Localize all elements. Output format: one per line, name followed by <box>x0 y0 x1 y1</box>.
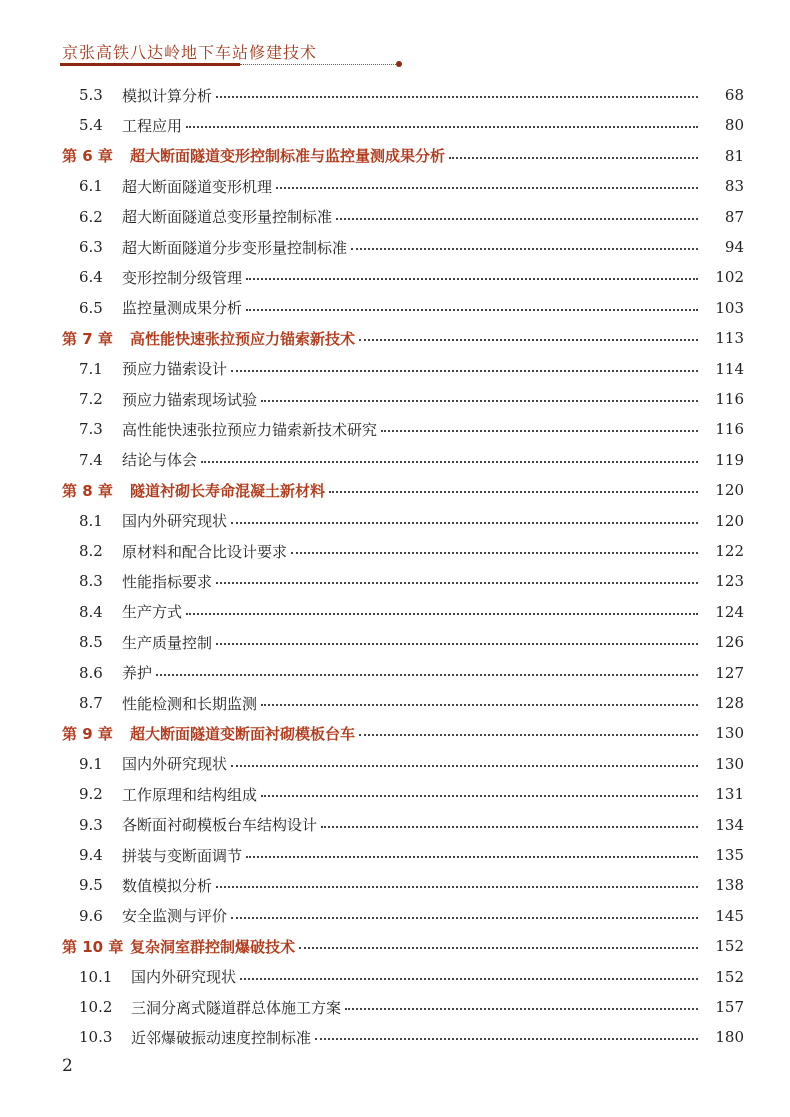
toc-entry-number: 7.2 <box>79 390 103 408</box>
toc-page-number: 120 <box>715 511 744 530</box>
toc-section-row <box>0 536 790 566</box>
toc-entry-number: 6.2 <box>79 207 103 226</box>
toc-entry-number: 10.2 <box>79 998 113 1016</box>
toc-entry-title: 拼装与变断面调节 <box>122 846 243 865</box>
toc-entry-title: 原材料和配合比设计要求 <box>122 542 288 561</box>
toc-page-number: 145 <box>715 906 744 925</box>
toc-dot-leader <box>231 765 698 767</box>
toc-dot-leader <box>231 917 698 919</box>
toc-dot-leader <box>231 370 698 372</box>
toc-entry-title: 超大断面隧道总变形量控制标准 <box>122 208 333 227</box>
toc-page-number: 130 <box>715 754 744 773</box>
toc-section-row <box>0 506 790 536</box>
toc-page-number: 152 <box>715 937 744 956</box>
toc-dot-leader <box>321 826 698 828</box>
toc-entry-number: 第 8 章 <box>62 481 113 500</box>
toc-page-number: 134 <box>715 815 744 834</box>
toc-section-row <box>0 414 790 444</box>
toc-section-row <box>0 262 790 292</box>
toc-dot-leader <box>359 339 698 341</box>
toc-page-number: 127 <box>715 663 744 682</box>
toc-section-row <box>0 870 790 900</box>
toc-section-row <box>0 445 790 475</box>
toc-section-row <box>0 293 790 323</box>
toc-section-row <box>0 658 790 688</box>
toc-entry-number: 7.1 <box>79 359 103 378</box>
toc-page-number: 126 <box>715 633 744 652</box>
toc-chapter-row <box>0 141 790 171</box>
toc-entry-number: 第 9 章 <box>62 724 113 743</box>
toc-entry-title: 国内外研究现状 <box>122 755 228 774</box>
toc-dot-leader <box>261 795 698 797</box>
toc-entry-number: 7.4 <box>79 450 103 469</box>
toc-dot-leader <box>246 309 698 311</box>
toc-entry-title: 近邻爆破振动速度控制标准 <box>131 1028 312 1047</box>
toc-page-number: 119 <box>715 450 744 469</box>
toc-section-row <box>0 749 790 779</box>
toc-entry-title: 预应力锚索现场试验 <box>122 390 258 409</box>
toc-dot-leader <box>381 430 698 432</box>
toc-page-number: 123 <box>715 572 744 591</box>
toc-entry-title: 生产方式 <box>122 603 183 622</box>
toc-entry-number: 9.4 <box>79 846 103 864</box>
toc-entry-title: 养护 <box>122 664 153 683</box>
toc-entry-number: 8.5 <box>79 633 103 652</box>
toc-page-number: 113 <box>715 329 744 348</box>
toc-dot-leader <box>216 643 698 645</box>
header-rule <box>60 63 240 66</box>
toc-page-number: 180 <box>715 1028 744 1047</box>
header-dot-ornament <box>396 61 402 67</box>
toc-entry-title: 国内外研究现状 <box>122 512 228 531</box>
page-number: 2 <box>62 1056 73 1076</box>
toc-dot-leader <box>186 126 698 128</box>
toc-section-row <box>0 901 790 931</box>
toc-section-row <box>0 202 790 232</box>
toc-section-row <box>0 171 790 201</box>
toc-page-number: 87 <box>724 207 744 226</box>
toc-entry-title: 工程应用 <box>122 116 183 135</box>
toc-page-number: 80 <box>724 116 744 135</box>
toc-dot-leader <box>246 856 698 858</box>
toc-page-number: 114 <box>715 359 744 378</box>
toc-page-number: 128 <box>715 694 744 712</box>
toc-page-number: 124 <box>715 602 744 621</box>
toc-entry-title: 变形控制分级管理 <box>122 268 243 287</box>
toc-dot-leader <box>329 491 698 493</box>
toc-section-row <box>0 840 790 870</box>
toc-entry-number: 9.6 <box>79 906 103 925</box>
toc-entry-title: 国内外研究现状 <box>131 968 237 987</box>
toc-entry-title: 各断面衬砌模板台车结构设计 <box>122 816 318 835</box>
toc-dot-leader <box>359 734 698 736</box>
toc-section-row <box>0 810 790 840</box>
toc-dot-leader <box>276 187 698 189</box>
toc-entry-title: 生产质量控制 <box>122 633 213 652</box>
toc-section-row <box>0 566 790 596</box>
toc-dot-leader <box>449 157 698 159</box>
toc-entry-number: 5.3 <box>79 86 103 104</box>
toc-entry-title: 结论与体会 <box>122 451 198 470</box>
toc-entry-number: 9.1 <box>79 754 103 773</box>
toc-dot-leader <box>216 582 698 584</box>
toc-entry-number: 6.3 <box>79 238 103 256</box>
toc-section-row <box>0 992 790 1022</box>
toc-entry-number: 9.5 <box>79 876 103 895</box>
toc-dot-leader <box>156 674 698 676</box>
toc-entry-title: 超大断面隧道变形控制标准与监控量测成果分析 <box>130 147 446 166</box>
toc-entry-number: 6.5 <box>79 298 103 317</box>
toc-dot-leader <box>291 552 698 554</box>
toc-entry-title: 复杂洞室群控制爆破技术 <box>130 937 296 956</box>
toc-dot-leader <box>261 704 698 706</box>
book-title: 京张高铁八达岭地下车站修建技术 <box>62 43 318 62</box>
toc-section-row <box>0 80 790 110</box>
toc-section-row <box>0 627 790 657</box>
running-header <box>60 38 360 72</box>
toc-dot-leader <box>201 461 698 463</box>
toc-page-number: 152 <box>715 967 744 986</box>
toc-page-number: 68 <box>724 86 744 104</box>
toc-entry-number: 10.1 <box>79 967 113 986</box>
toc-dot-leader <box>246 278 698 280</box>
toc-dot-leader <box>299 947 698 949</box>
toc-dot-leader <box>336 218 698 220</box>
toc-page-number: 130 <box>715 724 744 743</box>
toc-entry-title: 安全监测与评价 <box>122 907 228 926</box>
toc-entry-title: 超大断面隧道变形机理 <box>122 177 273 196</box>
toc-entry-number: 8.6 <box>79 663 103 682</box>
toc-entry-title: 性能检测和长期监测 <box>122 694 258 713</box>
toc-entry-title: 预应力锚索设计 <box>122 360 228 379</box>
toc-entry-number: 7.3 <box>79 420 103 439</box>
toc-page-number: 116 <box>715 390 744 408</box>
toc-dot-leader <box>216 96 698 98</box>
toc-section-row <box>0 688 790 718</box>
toc-page-number: 103 <box>715 298 744 317</box>
toc-section-row <box>0 597 790 627</box>
toc-entry-title: 隧道衬砌长寿命混凝土新材料 <box>130 481 326 500</box>
toc-entry-title: 超大断面隧道分步变形量控制标准 <box>122 238 348 257</box>
toc-entry-title: 监控量测成果分析 <box>122 299 243 318</box>
toc-section-row <box>0 384 790 414</box>
toc-entry-number: 9.2 <box>79 785 103 804</box>
toc-entry-number: 第 7 章 <box>62 329 113 348</box>
toc-entry-title: 模拟计算分析 <box>122 86 213 105</box>
toc-entry-number: 第 10 章 <box>62 937 124 956</box>
toc-entry-title: 三洞分离式隧道群总体施工方案 <box>131 998 342 1017</box>
toc-entry-title: 高性能快速张拉预应力锚索新技术 <box>130 329 356 348</box>
toc-section-row <box>0 1022 790 1052</box>
toc-section-row <box>0 354 790 384</box>
toc-section-row <box>0 232 790 262</box>
toc-chapter-row <box>0 718 790 748</box>
toc-entry-number: 第 6 章 <box>62 147 113 166</box>
toc-page-number: 135 <box>715 846 744 864</box>
toc-chapter-row <box>0 931 790 961</box>
toc-entry-number: 5.4 <box>79 116 103 135</box>
toc-dot-leader <box>186 613 698 615</box>
toc-page-number: 122 <box>715 542 744 560</box>
toc-section-row <box>0 962 790 992</box>
toc-dot-leader <box>240 978 698 980</box>
toc-section-row <box>0 110 790 140</box>
toc-page-number: 81 <box>724 146 744 165</box>
toc-dot-leader <box>261 400 698 402</box>
header-rule-dotted <box>240 64 396 65</box>
toc-entry-title: 高性能快速张拉预应力锚索新技术研究 <box>122 420 378 439</box>
toc-entry-number: 8.7 <box>79 694 103 712</box>
toc-entry-number: 6.4 <box>79 268 103 287</box>
toc-dot-leader <box>216 886 698 888</box>
toc-page-number: 138 <box>715 876 744 895</box>
toc-page-number: 116 <box>715 420 744 439</box>
toc-entry-number: 8.1 <box>79 511 103 530</box>
toc-entry-title: 数值模拟分析 <box>122 876 213 895</box>
toc-dot-leader <box>351 248 698 250</box>
toc-entry-number: 8.2 <box>79 542 103 560</box>
toc-entry-number: 8.4 <box>79 602 103 621</box>
toc-page-number: 83 <box>724 177 744 196</box>
toc-page-number: 120 <box>715 481 744 500</box>
toc-entry-title: 工作原理和结构组成 <box>122 785 258 804</box>
toc-entry-title: 超大断面隧道变断面衬砌模板台车 <box>130 724 356 743</box>
toc-entry-number: 8.3 <box>79 572 103 591</box>
toc-page-number: 102 <box>715 268 744 287</box>
toc-entry-number: 9.3 <box>79 815 103 834</box>
toc-dot-leader <box>345 1008 698 1010</box>
toc-page-number: 157 <box>715 998 744 1016</box>
toc-chapter-row <box>0 475 790 505</box>
toc-section-row <box>0 779 790 809</box>
toc-entry-number: 10.3 <box>79 1028 113 1047</box>
toc-entry-number: 6.1 <box>79 177 103 196</box>
toc-page-number: 131 <box>715 785 744 804</box>
toc-chapter-row <box>0 323 790 353</box>
toc-entry-title: 性能指标要求 <box>122 572 213 591</box>
toc-dot-leader <box>231 522 698 524</box>
toc-dot-leader <box>315 1038 698 1040</box>
toc-page-number: 94 <box>724 238 744 256</box>
